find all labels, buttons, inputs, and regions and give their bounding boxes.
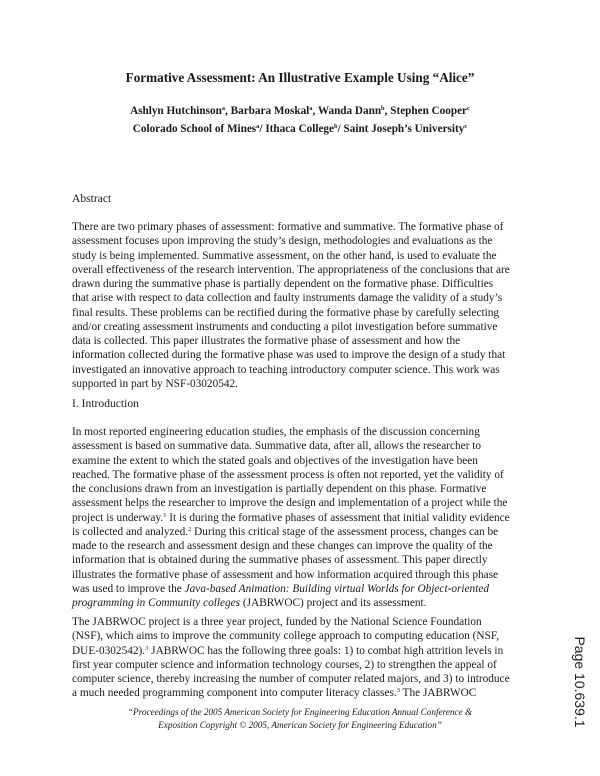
text-line: final results. These problems can be rectified during the formative phase by carefully selecting — [72, 306, 500, 319]
superscript-marker: b — [381, 105, 385, 112]
text-line: computer science, thereby increasing the number of computer related majors, and 3) to introduce — [72, 673, 510, 685]
text-line: project is underway.$^1$ It is during the formative phases of assessment that initial validity evidence — [72, 511, 510, 524]
introduction-paragraph — [72, 425, 532, 610]
superscript-marker: c — [464, 123, 468, 130]
text-line: There are two primary phases of assessment: formative and summative. The formative phase of — [72, 221, 504, 233]
italic-title: programming in Community colleges — [72, 597, 241, 609]
text-line: In most reported engineering education studies, the emphasis of the discussion concerning — [72, 426, 480, 438]
text-line: assessment is based on summative data. Summative data, after all, allows the researcher to — [72, 440, 482, 453]
text-line: and/or creating assessment instruments and conducting a pilot investigation before summative — [72, 320, 498, 333]
page-number-margin — [565, 610, 593, 750]
introduction-heading: I. Introduction — [72, 397, 139, 410]
text-line: was used to improve the Java-based Animation: Building virtual Worlds for Object-oriented — [72, 582, 489, 595]
jabrwoc-paragraph — [72, 615, 532, 701]
author-affiliations: Colorado School of Mines$^a$/ Ithaca College$^b$/ Saint Joseph’s University$^c$ — [132, 123, 468, 135]
text-line: drawn during the summative phase is partially dependent on the formative phase. Difficulties — [72, 278, 494, 290]
text-line: assessment focuses upon improving the study’s design, methodologies and evaluations as the — [72, 235, 493, 248]
text-line: first year computer science and information technology courses, 2) to strengthen the appeal of — [72, 658, 497, 671]
superscript-marker: b — [333, 123, 338, 130]
footer-line-2: Exposition Copyright © 2005, American Society for Engineering Education” — [158, 720, 442, 730]
affiliation-name: Colorado School of Mines — [132, 123, 257, 135]
text-line: DUE-0302542).$^3$ JABRWOC has the following three goals: 1) to combat high attrition levels in — [72, 644, 504, 657]
text-line: a much needed programming component into computer literacy classes.$^3$ The JABRWOC — [72, 687, 477, 700]
affiliation-name: Ithaca College — [265, 123, 334, 135]
superscript-marker: a — [309, 105, 313, 112]
citation-marker: 3 — [145, 644, 149, 652]
text-line: that arise with respect to data collection and faulty instruments damage the validity of a study’s — [72, 292, 503, 305]
footer-line-1: “Proceedings of the 2005 American Society for Engineering Education Annual Conference & — [127, 707, 473, 717]
superscript-marker: c — [467, 105, 470, 112]
text-line: (NSF), which aims to improve the community college approach to computing education (NSF, — [72, 630, 500, 643]
text-line: information that is obtained during the summative phases of assessment. This paper directly — [72, 554, 488, 567]
text-line: examine the extent to which the stated goals and objectives of the investigation have been — [72, 454, 478, 467]
text-line: programming in Community colleges (JABRWOC) project and its assessment. — [72, 597, 427, 609]
proceedings-footer — [0, 706, 600, 732]
author-name: Wanda Dann — [317, 105, 382, 117]
citation-marker: 2 — [188, 525, 192, 533]
text-line: assessment helps the researcher to improve the design and implementation of a project while the — [72, 497, 508, 510]
superscript-marker: a — [256, 123, 260, 130]
text-line: the conclusions drawn from an investigation is partially dependent on this phase. Formative — [72, 483, 487, 495]
text-line: information collected during the formative phase was used to improve the design of a study that — [72, 349, 506, 362]
author-name: Barbara Moskal — [230, 105, 310, 117]
author-block — [0, 101, 600, 137]
superscript-marker: a — [221, 105, 226, 112]
affiliation-name: Saint Joseph’s University — [343, 123, 465, 135]
text-line: reached. The formative phase of the assessment process is often not reported, yet the validity of — [72, 468, 504, 481]
text-line: investigated an innovative approach to teaching introductory computer science. This work was — [72, 363, 500, 376]
paper-title: Formative Assessment: An Illustrative Example Using “Alice” — [125, 70, 475, 85]
citation-marker: 1 — [163, 511, 167, 519]
text-line: study is being implemented. Summative assessment, on the other hand, is used to evaluate the — [72, 249, 497, 262]
italic-title: Java-based Animation: Building virtual Worlds for Object-oriented — [184, 582, 489, 595]
text-line: supported in part by NSF-03020542. — [72, 377, 238, 390]
author-name: Stephen Cooper — [390, 105, 468, 117]
text-line: overall effectiveness of the research intervention. The appropriateness of the conclusions that are — [72, 263, 510, 276]
page-number: Page 10.639.1 — [572, 636, 588, 728]
text-line: is collected and analyzed.$^2$ During this critical stage of the assessment process, changes can be — [72, 525, 499, 538]
citation-marker: 3 — [396, 687, 400, 695]
text-line: The JABRWOC project is a three year project, funded by the National Science Foundation — [72, 616, 482, 628]
text-line: illustrates the formative phase of assessment and how information acquired through this phase — [72, 568, 499, 581]
author-names: Ashlyn Hutchinson$^a$, Barbara Moskal$^a$, Wanda Dann$^b$, Stephen Cooper$^c$ — [130, 105, 470, 117]
text-line: data is collected. This paper illustrates the formative phase of assessment and how the — [72, 335, 461, 347]
text-line: made to the research and assessment design and these changes can improve the quality of the — [72, 540, 493, 552]
abstract-heading: Abstract — [72, 192, 112, 205]
author-name: Ashlyn Hutchinson — [130, 105, 222, 117]
abstract-body — [72, 220, 532, 391]
